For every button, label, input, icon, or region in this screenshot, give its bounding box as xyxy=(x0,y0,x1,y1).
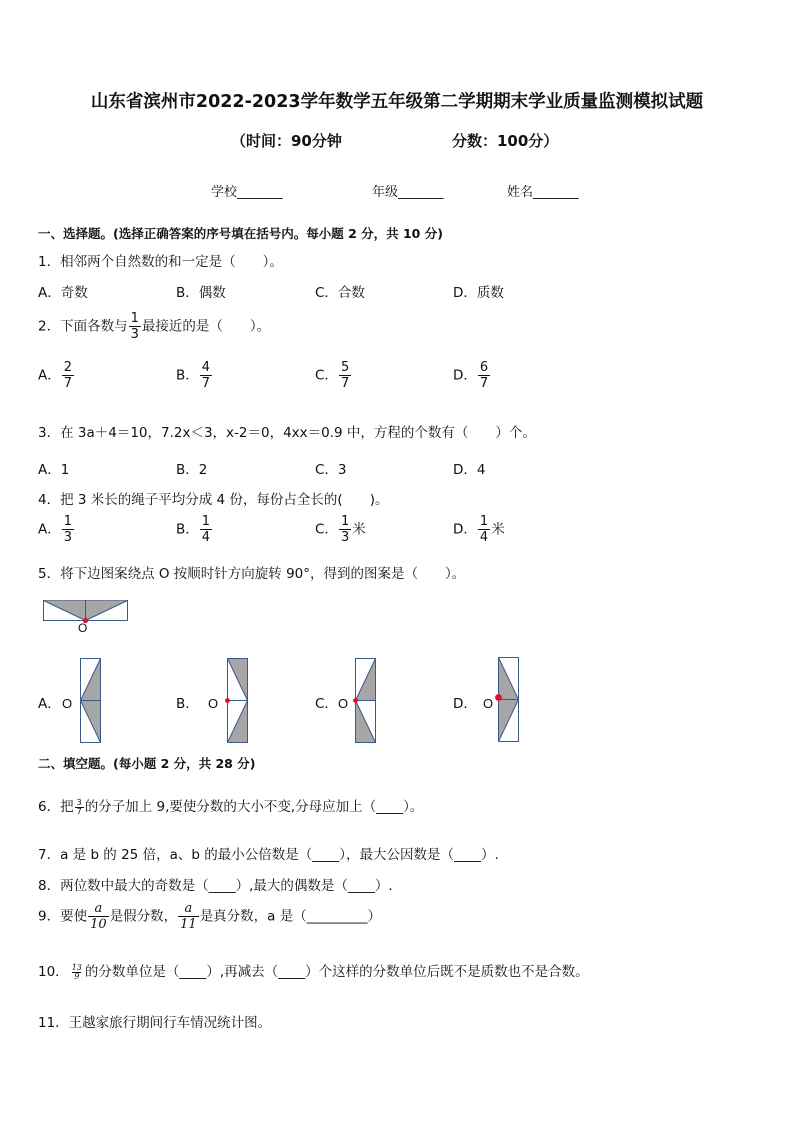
question-3-option-d: D．4 xyxy=(453,462,486,478)
question-5-stem: 5．将下边图案绕点 O 按顺时针方向旋转 90°，得到的图案是（ ）。 xyxy=(38,566,466,582)
point-o-label: O xyxy=(483,696,494,711)
question-9: 9．要使 $\frac{a}{10}$ 是假分数， $\frac{a}{11}$ 是真分数，a 是（_________） xyxy=(38,901,382,932)
question-1-option-a: A．奇数 xyxy=(38,285,88,301)
exam-score: 分数：100分） xyxy=(452,132,559,150)
fraction: $\frac{4}{7}$ xyxy=(201,360,211,391)
question-8: 8．两位数中最大的奇数是（____）,最大的偶数是（____）. xyxy=(38,878,393,894)
question-1-stem: 1．相邻两个自然数的和一定是（ ）。 xyxy=(38,254,283,270)
question-7: 7．a 是 b 的 25 倍，a、b 的最小公倍数是（____），最大公因数是（____）. xyxy=(38,847,499,863)
question-2-option-a: A． $\frac{2}{7}$ xyxy=(38,360,73,391)
question-5-option-b-figure xyxy=(227,658,249,744)
fraction: $\frac{6}{7}$ xyxy=(479,360,489,391)
section-two-heading: 二、填空题。(每小题 2 分，共 28 分) xyxy=(38,756,256,771)
section-one-heading: 一、选择题。(选择正确答案的序号填在括号内。每小题 2 分，共 10 分) xyxy=(38,226,443,241)
question-11: 11．王越家旅行期间行车情况统计图。 xyxy=(38,1015,272,1031)
question-5-option-d-label: D． xyxy=(453,696,477,712)
fraction: $\frac{13}{9}$ xyxy=(71,962,82,981)
school-field: 学校_______ xyxy=(211,185,283,200)
question-5-option-d-figure xyxy=(498,657,520,743)
fraction: $\frac{2}{7}$ xyxy=(63,360,73,391)
question-5-option-a-figure xyxy=(80,658,102,744)
question-3-stem: 3．在 3a＋4＝10，7.2x＜3，x-2＝0，4xx＝0.9 中，方程的个数有（ ）个。 xyxy=(38,425,536,441)
name-field: 姓名_______ xyxy=(507,185,579,200)
question-5-option-a-label: A． xyxy=(38,696,61,712)
question-10: 10． $\frac{13}{9}$ 的分数单位是（____）,再减去（____）个这样的分数单位后既不是质数也不是合数。 xyxy=(38,962,589,981)
grade-field: 年级_______ xyxy=(372,185,444,200)
point-o-label: O xyxy=(338,696,349,711)
rotation-center-dot xyxy=(495,694,502,701)
fraction: $\frac{1}{4}$ xyxy=(201,514,211,545)
question-3-option-a: A．1 xyxy=(38,462,70,478)
exam-title: 山东省滨州市2022-2023学年数学五年级第二学期期末学业质量监测模拟试题 xyxy=(90,92,704,112)
question-5-option-c-label: C． xyxy=(315,696,338,712)
fraction: $\frac{1}{4}$ xyxy=(479,514,489,545)
question-5-option-c-figure xyxy=(355,658,377,744)
point-o-label: O xyxy=(62,696,73,711)
fraction: $\frac{1}{3}$ xyxy=(63,514,73,545)
fraction: $\frac{3}{7}$ xyxy=(76,797,82,816)
fraction: $\frac{5}{7}$ xyxy=(340,360,350,391)
question-3-option-b: B．2 xyxy=(176,462,208,478)
fraction: $\frac{a}{10}$ xyxy=(90,901,107,932)
exam-time: （时间：90分钟 xyxy=(231,132,342,150)
question-4-option-a: A． $\frac{1}{3}$ xyxy=(38,514,73,545)
question-1-option-b: B．偶数 xyxy=(176,285,226,301)
question-1-option-c: C．合数 xyxy=(315,285,365,301)
rotation-center-dot xyxy=(225,698,230,703)
point-o-label: O xyxy=(208,696,219,711)
question-2-stem-end: 最接近的是（ ）。 xyxy=(141,318,271,335)
question-4-option-c: C． $\frac{1}{3}$ 米 xyxy=(315,514,366,545)
point-o-label: O xyxy=(78,621,88,635)
question-2-stem-start: 2．下面各数与 xyxy=(38,318,128,335)
question-2-stem xyxy=(38,311,270,342)
question-2-option-d: D． $\frac{6}{7}$ xyxy=(453,360,489,391)
question-4-option-b: B． $\frac{1}{4}$ xyxy=(176,514,211,545)
question-2-option-c: C． $\frac{5}{7}$ xyxy=(315,360,350,391)
question-4-option-d: D． $\frac{1}{4}$ 米 xyxy=(453,514,505,545)
question-2-option-b: B． $\frac{4}{7}$ xyxy=(176,360,211,391)
question-2-reference-fraction: $\frac{1}{3}$ xyxy=(130,311,139,342)
fraction: $\frac{1}{3}$ xyxy=(340,514,350,545)
question-5-option-b-label: B． xyxy=(176,696,199,712)
fraction: $\frac{a}{11}$ xyxy=(180,901,197,932)
question-3-option-c: C．3 xyxy=(315,462,347,478)
question-1-option-d: D．质数 xyxy=(453,285,504,301)
question-4-stem: 4．把 3 米长的绳子平均分成 4 份，每份占全长的( )。 xyxy=(38,492,389,508)
question-6: 6．把 $\frac{3}{7}$ 的分子加上 9,要使分数的大小不变,分母应加上（____）。 xyxy=(38,797,424,816)
rotation-center-dot xyxy=(353,698,358,703)
